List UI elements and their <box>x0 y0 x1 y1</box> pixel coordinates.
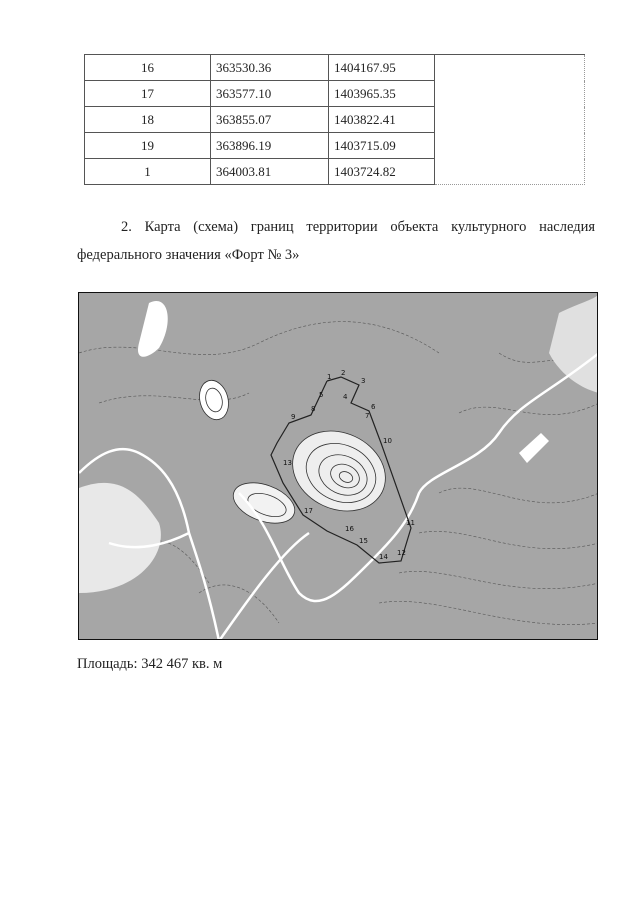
point-label: 2 <box>341 369 346 377</box>
map-svg <box>79 293 598 640</box>
cell-x: 364003.81 <box>211 159 329 185</box>
point-label: 5 <box>319 391 324 399</box>
section-heading-line-2: федерального значения «Форт № 3» <box>77 247 300 263</box>
point-label: 11 <box>406 519 415 527</box>
point-label: 15 <box>359 537 368 545</box>
point-label: 9 <box>291 413 296 421</box>
area-statement: Площадь: 342 467 кв. м <box>77 656 223 672</box>
point-label: 1 <box>327 373 332 381</box>
point-label: 17 <box>304 507 313 515</box>
point-label: 13 <box>283 459 292 467</box>
point-label: 3 <box>361 377 366 385</box>
point-label: 10 <box>383 437 392 445</box>
point-label: 6 <box>371 403 376 411</box>
cell-num: 19 <box>85 133 211 159</box>
cell-y: 1403715.09 <box>329 133 435 159</box>
cell-y: 1403822.41 <box>329 107 435 133</box>
table-row <box>85 55 585 81</box>
coordinates-table <box>84 54 585 185</box>
boundary-map <box>78 292 598 640</box>
point-label: 8 <box>311 405 316 413</box>
point-label: 14 <box>379 553 388 561</box>
cell-x: 363577.10 <box>211 81 329 107</box>
cell-num: 17 <box>85 81 211 107</box>
cell-x: 363855.07 <box>211 107 329 133</box>
cell-num: 1 <box>85 159 211 185</box>
point-label: 16 <box>345 525 354 533</box>
cell-y: 1403724.82 <box>329 159 435 185</box>
cell-x: 363530.36 <box>211 55 329 81</box>
point-label: 4 <box>343 393 348 401</box>
cell-num: 18 <box>85 107 211 133</box>
point-label: 7 <box>365 412 370 420</box>
point-label: 12 <box>397 549 406 557</box>
cell-x: 363896.19 <box>211 133 329 159</box>
cell-num: 16 <box>85 55 211 81</box>
cell-y: 1404167.95 <box>329 55 435 81</box>
section-heading-line-1: 2. Карта (схема) границ территории объекта культурного наследия <box>121 219 595 235</box>
empty-cell <box>435 55 585 185</box>
cell-y: 1403965.35 <box>329 81 435 107</box>
